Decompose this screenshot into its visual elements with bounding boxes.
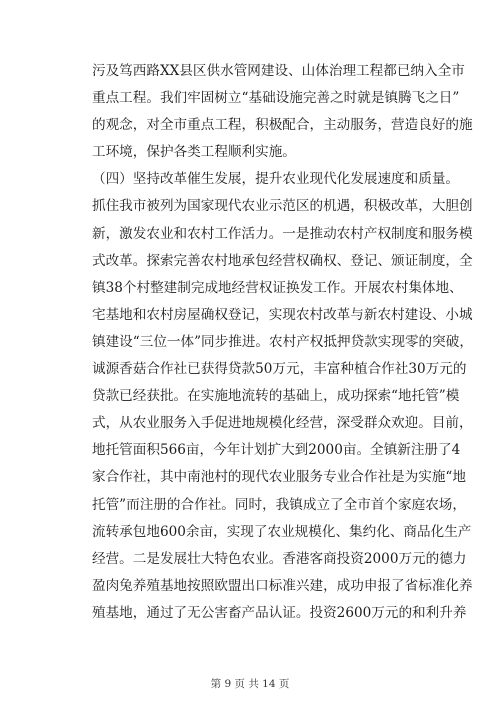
text-line: 经营。二是发展壮大特色农业。香港客商投资2000万元的德力 (92, 550, 467, 567)
text-line: 重点工程。我们牢固树立“基础设施完善之时就是镇腾飞之日” (92, 90, 460, 107)
text-line: 殖基地，通过了无公害畜产品认证。投资2600万元的和利升养 (92, 604, 467, 621)
text-line: 家合作社，其中南池村的现代农业服务专业合作社是为实施“地 (92, 469, 466, 486)
text-line: 盈肉兔养殖基地按照欧盟出口标准兴建，成功申报了省标准化养 (92, 577, 473, 594)
text-line: 式，从农业服务入手促进地规模化经营，深受群众欢迎。目前， (92, 415, 473, 432)
text-line: 镇建设“三位一体”同步推进。农村产权抵押贷款实现零的突破， (92, 333, 473, 350)
text-line: 流转承包地600余亩，实现了农业规模化、集约化、商品化生产 (92, 523, 472, 540)
text-line: 贷款已经获批。在实施地流转的基础上，成功探索“地托管”模 (92, 388, 460, 405)
page-number-label: 第 9 页 共 14 页 (210, 678, 290, 690)
text-line: 污及笃西路XX县区供水管网建设、山体治理工程都已纳入全市 (92, 63, 465, 79)
text-line: 地托管面积566亩，今年计划扩大到2000亩。全镇新注册了4 (92, 442, 461, 459)
text-line: 工环境，保护各类工程顺利实施。 (92, 144, 296, 161)
text-line: 式改革。探索完善农村地承包经营权确权、登记、颁证制度，全 (92, 252, 473, 269)
text-line: 镇38个村整建制完成地经营权证换发工作。开展农村集体地、 (92, 279, 463, 296)
text-line: 诚源香菇合作社已获得贷款50万元，丰富种植合作社30万元的 (92, 361, 467, 378)
page-footer (0, 676, 500, 691)
text-line: 的观念，对全市重点工程，积极配合，主动服务，营造良好的施 (92, 117, 473, 134)
text-line: 抓住我市被列为国家现代农业示范区的机遇，积极改革，大胆创 (92, 198, 473, 215)
text-line: （四）坚持改革催生发展，提升农业现代化发展速度和质量。 (92, 171, 460, 188)
text-line: 宅基地和农村房屋确权登记，实现农村改革与新农村建设、小城 (92, 306, 473, 323)
document-body (92, 58, 473, 627)
text-line: 新，激发农业和农村工作活力。一是推动农村产权制度和服务模 (92, 225, 473, 242)
text-line: 托管”而注册的合作社。同时，我镇成立了全市首个家庭农场， (92, 496, 466, 513)
